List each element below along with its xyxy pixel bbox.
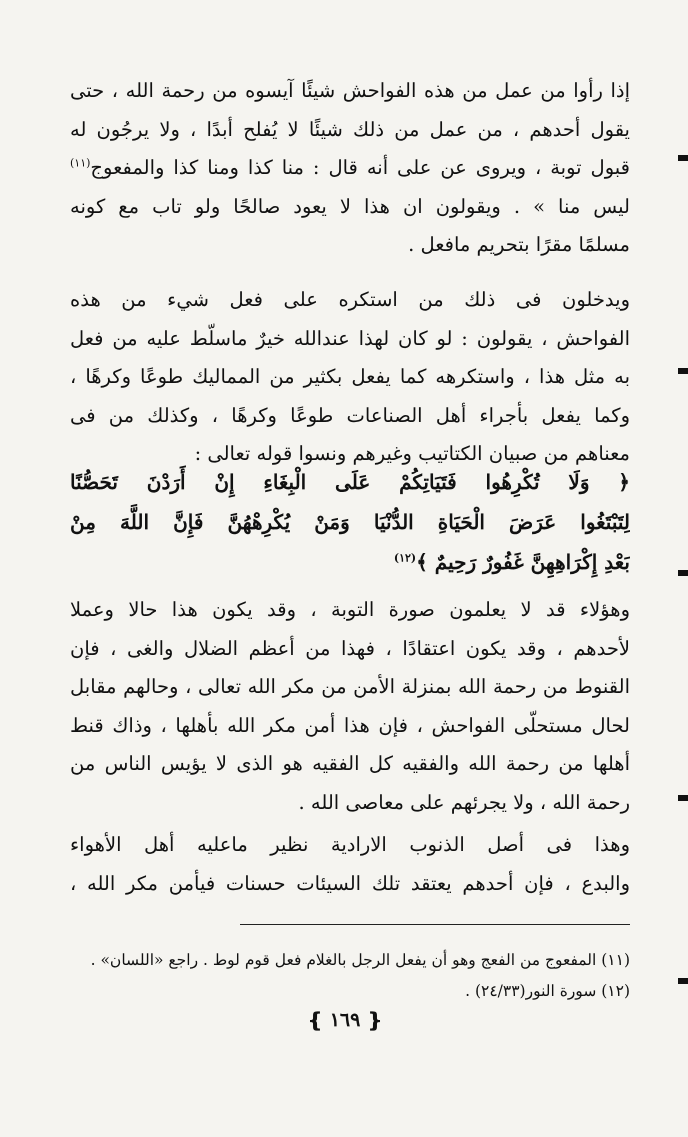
paragraph-4 <box>70 826 630 903</box>
edge-mark-icon <box>678 570 688 576</box>
footnote-12: (١٢) سورة النور(٢٤/٣٣) . <box>465 982 630 1000</box>
text-line: معناهم من صبيان الكتاتيب وغيرهم ونسوا قوله تعالى : <box>194 442 630 465</box>
edge-mark-icon <box>678 795 688 801</box>
paragraph-2 <box>70 281 630 474</box>
text-line: الفواحش ، يقولون : لو كان لهذا عندالله خيرٌ ماسلّط عليه من فعل <box>70 326 630 350</box>
paragraph-1 <box>70 72 630 265</box>
footnotes <box>70 945 630 1007</box>
text-line: يقول أحدهم ، من عمل من ذلك شيئًا لا يُفلح أبدًا ، ولا يرجُون له <box>70 117 630 141</box>
text-line: به مثل هذا ، واستكرهه كما يفعل بكثير من المماليك طوعًا وكرهًا ، <box>70 365 630 388</box>
text-line: إذا رأوا من عمل من هذه الفواحش شيئًا آيسوه من رحمة الله ، حتى <box>70 79 630 102</box>
footnote-ref-11: (١١) <box>70 156 91 170</box>
edge-mark-icon <box>678 368 688 374</box>
verse-line <box>70 542 630 582</box>
text-line-content: قبول توبة ، ويروى عن على أنه قال : منا كذا ومنا كذا والمفعوج <box>90 156 630 179</box>
verse-line: لِتَبْتَغُوا عَرَضَ الْحَيَاةِ الدُّنْيَا وَمَنْ يُكْرِهْهُنَّ فَإِنَّ اللَّهَ مِنْ <box>70 510 630 534</box>
footnote-ref-12: (١٢) <box>393 551 417 565</box>
ornament-right-icon: ❴ <box>366 1008 384 1032</box>
footnote-separator <box>240 924 630 925</box>
text-line: مسلمًا مقرًا بتحريم مافعل . <box>408 233 630 256</box>
text-line: لحال مستحلّى الفواحش ، فإن هذا أمن مكر الله بأهلها ، وذاك قنط <box>70 713 630 737</box>
text-line: القنوط من رحمة الله بمنزلة الأمن من مكر الله تعالى ، وحالهم مقابل <box>70 675 630 698</box>
quran-verse <box>70 462 630 582</box>
text-line: وكما يفعل بأجراء أهل الصناعات طوعًا وكرهًا ، وكذلك من فى <box>70 403 630 427</box>
text-line: والبدع ، فإن أحدهم يعتقد تلك السيئات حسنات فيأمن مكر الله ، <box>70 871 630 895</box>
text-line: ليس منا » . ويقولون ان هذا لا يعود صالحًا ولو تاب مع كونه <box>70 194 630 218</box>
paragraph-3 <box>70 591 630 822</box>
text-line: لأحدهم ، وقد يكون اعتقادًا ، فهذا من أعظم الضلال والغى ، فإن <box>70 636 630 660</box>
text-line <box>70 149 630 188</box>
edge-mark-icon <box>678 155 688 161</box>
verse-line-content: بَعْدِ إِكْرَاهِهِنَّ غَفُورٌ رَحِيمٌ ﴾ <box>416 550 630 574</box>
edge-mark-icon <box>678 978 688 984</box>
text-line: رحمة الله ، ولا يجرئهم على معاصى الله . <box>298 790 630 814</box>
page-number-value: ١٦٩ <box>329 1009 361 1031</box>
ornament-left-icon: ❵ <box>306 1008 324 1032</box>
text-line: أهلها من رحمة الله والفقيه كل الفقيه هو الذى لا يؤيس الناس من <box>70 752 630 775</box>
footnote-11: (١١) المفعوج من الفعج وهو أن يفعل الرجل بالغلام فعل قوم لوط . راجع «اللسان» . <box>90 951 630 969</box>
text-line: وهؤلاء قد لا يعلمون صورة التوبة ، وقد يكون هذا حالا وعملا <box>70 598 630 621</box>
page-number <box>300 1002 390 1038</box>
text-line: وهذا فى أصل الذنوب الارادية نظير ماعليه أهل الأهواء <box>70 833 630 856</box>
verse-line: ﴿ وَلَا تُكْرِهُوا فَتَيَاتِكُمْ عَلَى الْبِغَاءِ إِنْ أَرَدْنَ تَحَصُّنًا <box>70 470 630 494</box>
text-line: ويدخلون فى ذلك من استكره على فعل شيء من هذه <box>70 288 630 311</box>
